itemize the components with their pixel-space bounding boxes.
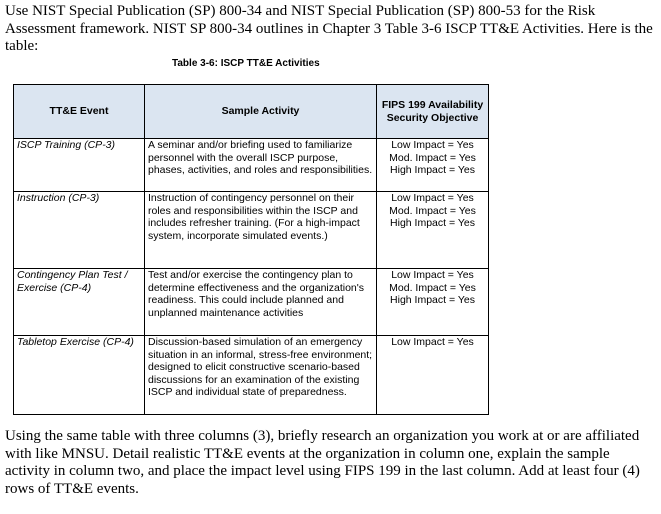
table-row bbox=[14, 139, 489, 192]
ttae-activities-table bbox=[13, 84, 489, 415]
impact-high: High Impact = Yes bbox=[390, 164, 475, 177]
header-sample-activity: Sample Activity bbox=[145, 85, 377, 139]
table-header-row bbox=[14, 85, 489, 139]
table-row bbox=[14, 336, 489, 415]
impact-moderate: Mod. Impact = Yes bbox=[389, 281, 476, 294]
activity-cell: Test and/or exercise the contingency plan to determine effectiveness and the organization's readiness. This could include planned and unplanned maintenance activities bbox=[145, 269, 377, 336]
impact-moderate: Mod. Impact = Yes bbox=[389, 151, 476, 164]
impact-low: Low Impact = Yes bbox=[391, 269, 474, 281]
ttae-activities-table-container bbox=[13, 84, 488, 415]
table-row bbox=[14, 269, 489, 336]
impact-cell bbox=[377, 336, 489, 415]
event-cell: Instruction (CP-3) bbox=[14, 192, 145, 269]
event-cell: Tabletop Exercise (CP-4) bbox=[14, 336, 145, 415]
event-cell: Contingency Plan Test / Exercise (CP-4) bbox=[14, 269, 145, 336]
header-ttae-event: TT&E Event bbox=[14, 85, 145, 139]
activity-cell: Discussion-based simulation of an emergency situation in an informal, stress-free environment; designed to elicit constructive scenario-based discussions for an examination of the existing ISCP and individual state of preparedness. bbox=[145, 336, 377, 415]
activity-cell: Instruction of contingency personnel on their roles and responsibilities within the ISCP and includes refresher training. (For a high-impact system, incorporate simulated events.) bbox=[145, 192, 377, 269]
intro-paragraph: Use NIST Special Publication (SP) 800-34 and NIST Special Publication (SP) 800-53 for the Risk Assessment framework. NIST SP 800-34 outlines in Chapter 3 Table 3-6 ISCP TT&E Activities. Here is the table: bbox=[5, 3, 653, 54]
table-caption: Table 3-6: ISCP TT&E Activities bbox=[172, 58, 320, 69]
impact-high: High Impact = Yes bbox=[390, 217, 475, 230]
impact-high: High Impact = Yes bbox=[390, 294, 475, 307]
table-row bbox=[14, 192, 489, 269]
activity-cell: A seminar and/or briefing used to familiarize personnel with the overall ISCP purpose, phases, activities, and roles and responsibilities. bbox=[145, 139, 377, 192]
impact-low: Low Impact = Yes bbox=[391, 139, 474, 151]
outro-paragraph: Using the same table with three columns (3), briefly research an organization you work at or are affiliated with like MNSU. Detail realistic TT&E events at the organization in column one, explain the sample activity in column two, and place the impact level using FIPS 199 in the last column. Add at least four (4) rows of TT&E events. bbox=[5, 428, 640, 497]
event-cell: ISCP Training (CP-3) bbox=[14, 139, 145, 192]
impact-cell bbox=[377, 269, 489, 336]
impact-low: Low Impact = Yes bbox=[391, 336, 474, 348]
impact-moderate: Mod. Impact = Yes bbox=[389, 204, 476, 217]
impact-cell bbox=[377, 192, 489, 269]
header-fips-199: FIPS 199 Availability Security Objective bbox=[377, 85, 489, 139]
impact-cell bbox=[377, 139, 489, 192]
impact-low: Low Impact = Yes bbox=[391, 192, 474, 204]
